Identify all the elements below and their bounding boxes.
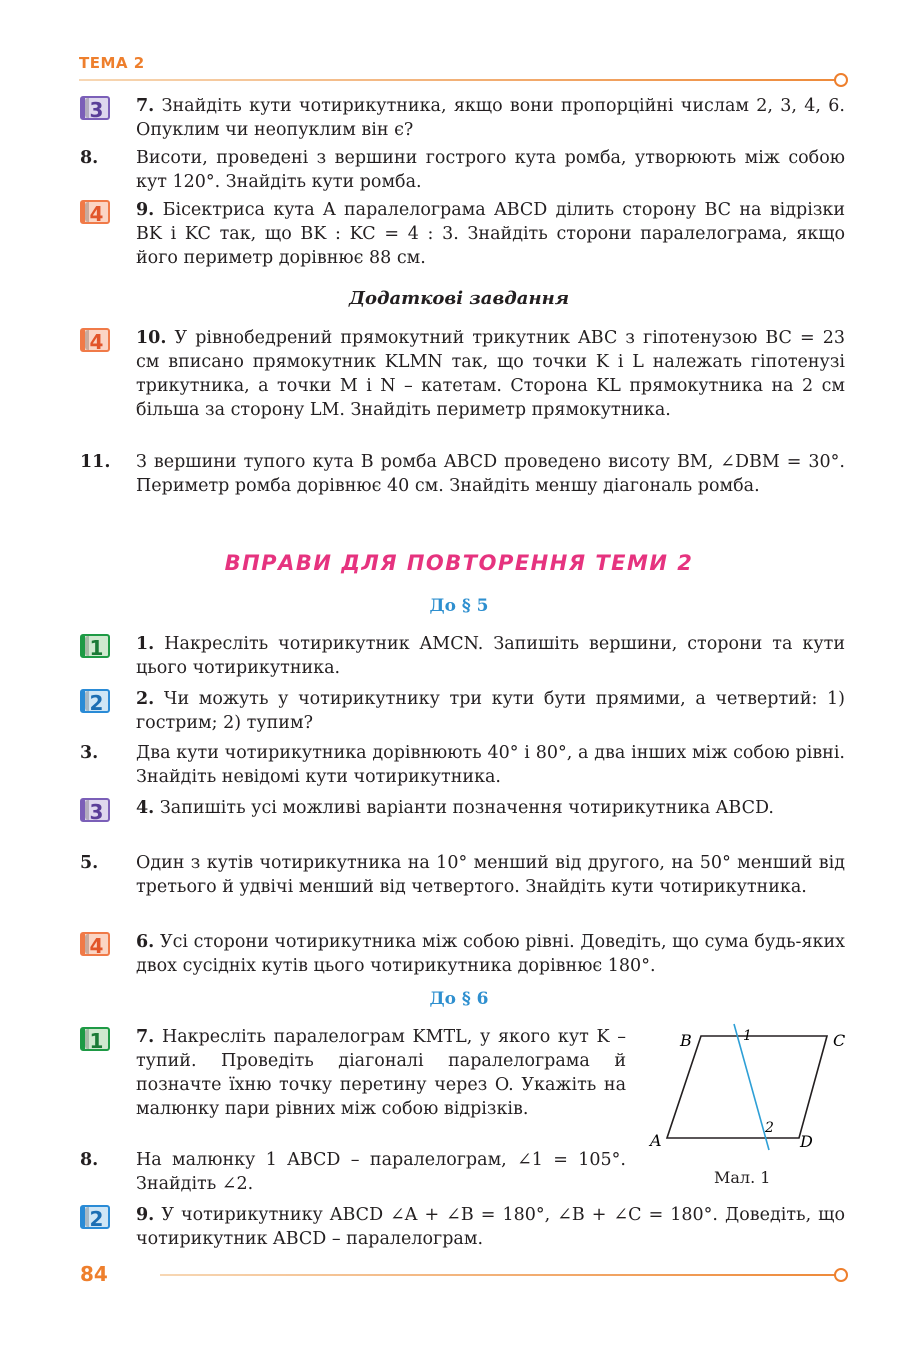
angle-label-2: 2 xyxy=(765,1120,774,1136)
exercise-7 xyxy=(80,94,845,142)
header-rule-dot xyxy=(834,73,848,87)
exercise-number: 3. xyxy=(80,743,99,763)
exercise-number: 11. xyxy=(80,452,111,472)
level-badge-1: 1 xyxy=(80,634,110,658)
exercise-number: 4. xyxy=(136,798,155,818)
exercise-text: Накресліть чотирикутник AMCN. Запишіть вершини, сторони та кути цього чотирикутника. xyxy=(136,634,845,678)
review-exercise-9 xyxy=(80,1203,845,1251)
exercise-text: У чотирикутнику ABCD ∠A + ∠B = 180°, ∠B + ∠C = 180°. Доведіть, що чотирикутник ABCD – паралелограм. xyxy=(136,1205,845,1249)
exercise-text: Запишіть усі можливі варіанти позначення чотирикутника ABCD. xyxy=(159,798,774,818)
vertex-label-C: C xyxy=(833,1031,846,1050)
figure-caption: Мал. 1 xyxy=(714,1168,771,1187)
vertex-label-D: D xyxy=(800,1132,813,1151)
exercise-number: 8. xyxy=(80,1150,99,1170)
exercise-10 xyxy=(80,326,845,422)
exercise-9 xyxy=(80,198,845,270)
level-badge-2: 2 xyxy=(80,689,110,713)
level-badge-3: 3 xyxy=(80,798,110,822)
level-badge-4: 4 xyxy=(80,932,110,956)
exercise-number: 9. xyxy=(136,1205,155,1225)
paragraph-6-heading: До § 6 xyxy=(429,989,489,1009)
exercise-text: Знайдіть кути чотирикутника, якщо вони пропорційні числам 2, 3, 4, 6. Опуклим чи неопуклим він є? xyxy=(136,96,845,140)
vertex-label-B: B xyxy=(680,1031,692,1050)
level-badge-4: 4 xyxy=(80,328,110,352)
review-exercise-4 xyxy=(80,796,845,824)
exercise-number: 2. xyxy=(136,689,155,709)
topic-label: ТЕМА 2 xyxy=(79,54,145,72)
review-exercise-5 xyxy=(80,851,845,899)
review-exercise-2 xyxy=(80,687,845,735)
header-rule xyxy=(79,79,837,81)
exercise-number: 10. xyxy=(136,328,167,348)
parallelogram-figure xyxy=(645,1022,855,1192)
level-badge-3: 3 xyxy=(80,96,110,120)
level-badge-4: 4 xyxy=(80,200,110,224)
angle-label-1: 1 xyxy=(743,1028,752,1044)
exercise-text: На малюнку 1 ABCD – паралелограм, ∠1 = 105°. Знайдіть ∠2. xyxy=(136,1150,626,1194)
page-number: 84 xyxy=(80,1262,108,1286)
level-badge-2: 2 xyxy=(80,1205,110,1229)
exercise-number: 5. xyxy=(80,853,99,873)
exercise-text: Два кути чотирикутника дорівнюють 40° і 80°, а два інших між собою рівні. Знайдіть невідомі кути чотирикутника. xyxy=(136,743,845,787)
exercise-text: Один з кутів чотирикутника на 10° менший від другого, на 50° менший від третього й удвічі менший від четвертого. Знайдіть кути чотирикутника. xyxy=(136,853,845,897)
exercise-11 xyxy=(80,450,845,498)
exercise-text: Висоти, проведені з вершини гострого кута ромба, утворюють між собою кут 120°. Знайдіть кути ромба. xyxy=(136,148,845,192)
review-section-title: ВПРАВИ ДЛЯ ПОВТОРЕННЯ ТЕМИ 2 xyxy=(224,551,694,575)
exercise-text: З вершини тупого кута B ромба ABCD проведено висоту BM, ∠DBM = 30°. Периметр ромба дорівнює 40 см. Знайдіть меншу діагональ ромба. xyxy=(136,452,845,496)
exercise-number: 8. xyxy=(80,148,99,168)
exercise-text: Накресліть паралелограм KMTL, у якого кут K – тупий. Проведіть діагоналі паралелограма й позначте їхню точку перетину через O. Укажіть на малюнку пари рівних між собою відрізків. xyxy=(136,1027,626,1119)
exercise-number: 9. xyxy=(136,200,155,220)
footer-rule-dot xyxy=(834,1268,848,1282)
exercise-text: Усі сторони чотирикутника між собою рівні. Доведіть, що сума будь-яких двох сусідніх кутів цього чотирикутника дорівнює 180°. xyxy=(136,932,845,976)
level-badge-1: 1 xyxy=(80,1027,110,1051)
review-exercise-6 xyxy=(80,930,845,978)
paragraph-5-heading: До § 5 xyxy=(429,596,489,616)
additional-tasks-heading: Додаткові завдання xyxy=(348,288,570,309)
review-exercise-1 xyxy=(80,632,845,680)
review-exercise-3 xyxy=(80,741,845,789)
exercise-number: 7. xyxy=(136,1027,155,1047)
exercise-text: Чи можуть у чотирикутнику три кути бути прямими, а четвертий: 1) гострим; 2) тупим? xyxy=(136,689,845,733)
exercise-number: 7. xyxy=(136,96,155,116)
parallelogram-shape xyxy=(667,1036,827,1138)
exercise-text: Бісектриса кута A паралелограма ABCD ділить сторону BC на відрізки BK і KC так, що BK : KC = 4 : 3. Знайдіть сторони паралелограма, якщо його периметр дорівнює 88 см. xyxy=(136,200,845,268)
exercise-text: У рівнобедрений прямокутний трикутник ABC з гіпотенузою BC = 23 см вписано прямокутник KLMN так, що точки K і L належать гіпотенузі трикутника, а точки M і N – катетам. Сторона KL прямокутника на 2 см більша за сторону LM. Знайдіть периметр прямокутника. xyxy=(136,328,845,420)
exercise-number: 6. xyxy=(136,932,155,952)
vertex-label-A: A xyxy=(650,1131,662,1150)
exercise-8 xyxy=(80,146,845,194)
exercise-number: 1. xyxy=(136,634,155,654)
footer-rule xyxy=(160,1274,836,1276)
